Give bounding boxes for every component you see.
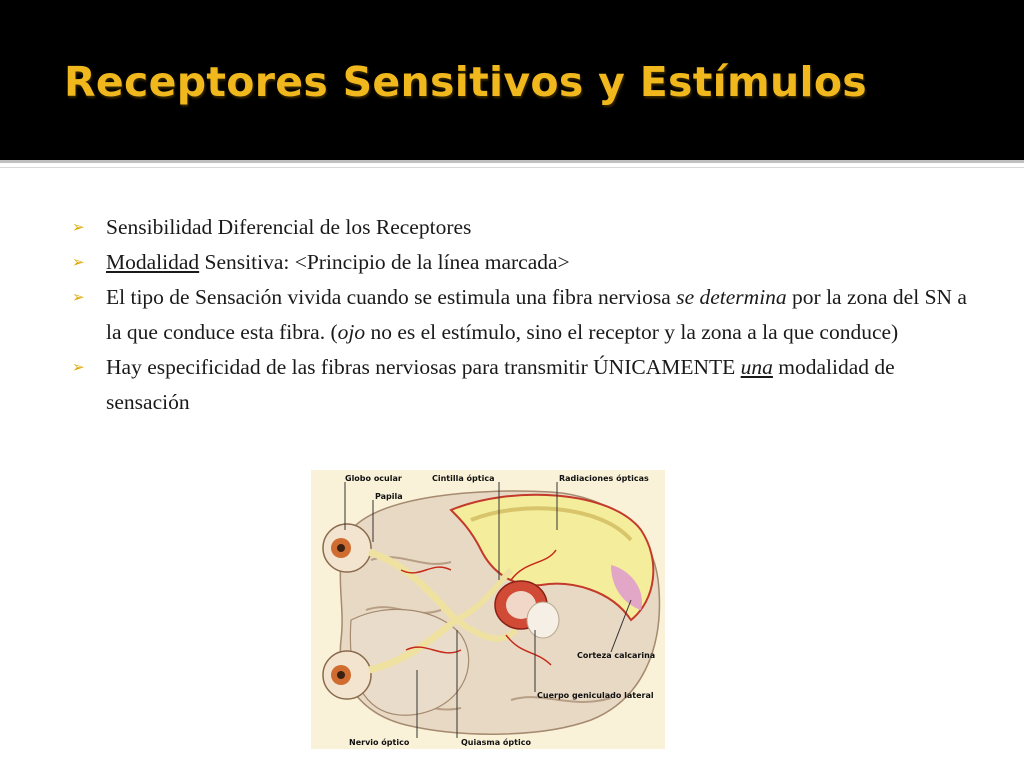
arrow-bullet-icon: ➢ — [72, 288, 85, 306]
bullet-text: El tipo de Sensación vivida cuando se estimula una fibra nerviosa — [106, 285, 677, 309]
bullet-item — [72, 245, 972, 280]
label-nervio-optico: Nervio óptico — [349, 738, 410, 747]
arrow-bullet-icon: ➢ — [72, 358, 85, 376]
bullet-text: Sensibilidad Diferencial de los Receptores — [106, 215, 472, 239]
bullet-list — [72, 210, 972, 420]
bullet-item — [72, 210, 972, 245]
bullet-italic-text: ojo — [337, 320, 366, 344]
bullet-text: modalidad de sensación — [106, 355, 895, 414]
bullet-text: por la zona del SN a la que conduce esta fibra. ( — [106, 285, 967, 344]
title-bar — [0, 0, 1024, 160]
label-quiasma-optico: Quiasma óptico — [461, 738, 531, 747]
arrow-bullet-icon: ➢ — [72, 218, 85, 236]
bullet-item — [72, 280, 972, 350]
bullet-italic-text: se determina — [676, 285, 787, 309]
label-corteza-calcarina: Corteza calcarina — [577, 651, 656, 660]
label-papila: Papila — [375, 492, 403, 501]
label-radiaciones-opticas: Radiaciones ópticas — [559, 474, 649, 483]
slide-title: Receptores Sensitivos y Estímulos — [64, 58, 868, 106]
visual-pathway-illustration — [311, 470, 665, 749]
label-cuerpo-geniculado-lateral: Cuerpo geniculado lateral — [537, 691, 654, 700]
arrow-bullet-icon: ➢ — [72, 253, 85, 271]
bullet-text: Sensitiva: <Principio de la línea marcada> — [199, 250, 570, 274]
bullet-item — [72, 350, 972, 420]
label-cintilla-optica: Cintilla óptica — [432, 474, 495, 483]
bullet-text: no es el estímulo, sino el receptor y la zona a la que conduce) — [365, 320, 899, 344]
divider-line — [0, 160, 1024, 163]
visual-pathway-figure — [311, 470, 665, 749]
bullet-underlined-italic-text: una — [740, 355, 773, 379]
bullet-underlined-text: Modalidad — [106, 250, 200, 274]
divider-line-thin — [0, 167, 1024, 168]
label-globo-ocular: Globo ocular — [345, 474, 402, 483]
bullet-text: Hay especificidad de las fibras nerviosas para transmitir ÚNICAMENTE — [106, 355, 741, 379]
